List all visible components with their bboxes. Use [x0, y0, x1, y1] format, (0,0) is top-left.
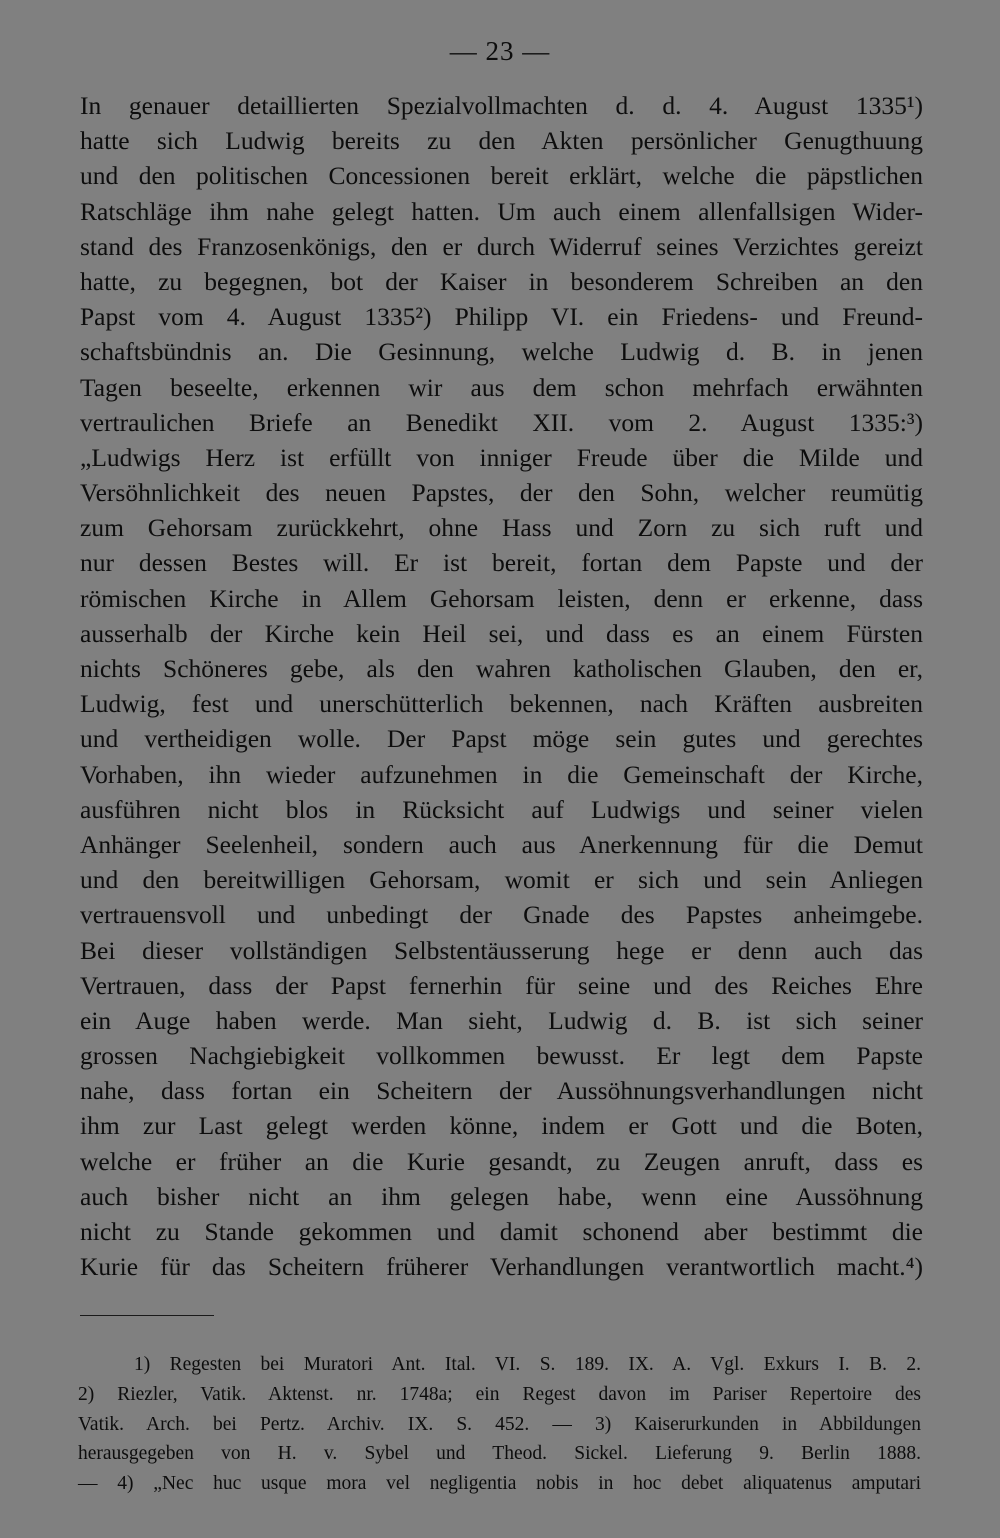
text-line: schaftsbündnis an. Die Gesinnung, welche Ludwig d. B. in jenen: [80, 337, 923, 367]
text-line: Anhänger Seelenheil, sondern auch aus Anerkennung für die Demut: [80, 829, 923, 859]
text-line: nahe, dass fortan ein Scheitern der Aussöhnungsverhandlungen nicht: [80, 1076, 923, 1106]
text-line: Tagen beseelte, erkennen wir aus dem schon mehrfach erwähnten: [80, 372, 923, 402]
text-line: ein Auge haben werde. Man sieht, Ludwig d. B. ist sich seiner: [80, 1005, 923, 1035]
text-line: nichts Schöneres gebe, als den wahren katholischen Glauben, den er,: [80, 654, 923, 683]
text-line: In genauer detaillierten Spezialvollmachten d. d. 4. August 1335¹): [80, 91, 923, 120]
footnotes: [78, 1350, 921, 1499]
text-line: römischen Kirche in Allem Gehorsam leisten, denn er erkenne, dass: [80, 583, 923, 613]
footnote-line: Vatik. Arch. bei Pertz. Archiv. IX. S. 452. — 3) Kaiserurkunden in Abbildungen: [78, 1413, 921, 1435]
footnote-line: — 4) „Nec huc usque mora vel negligentia nobis in hoc debet aliquatenus amputari: [78, 1473, 921, 1495]
text-line: und den bereitwilligen Gehorsam, womit er sich und sein Anliegen: [80, 865, 923, 895]
text-line: und vertheidigen wolle. Der Papst möge sein gutes und gerechtes: [80, 724, 923, 754]
text-line: Vorhaben, ihn wieder aufzunehmen in die Gemeinschaft der Kirche,: [80, 759, 923, 789]
text-line: und den politischen Concessionen bereit erklärt, welche die päpstlichen: [80, 161, 923, 191]
text-line: nicht zu Stande gekommen und damit schonend aber bestimmt die: [80, 1217, 923, 1246]
text-line: grossen Nachgiebigkeit vollkommen bewusst. Er legt dem Papste: [80, 1041, 923, 1071]
text-line: welche er früher an die Kurie gesandt, zu Zeugen anruft, dass es: [80, 1146, 923, 1176]
footnote-line: herausgegeben von H. v. Sybel und Theod. Sickel. Lieferung 9. Berlin 1888.: [78, 1443, 921, 1465]
text-line: zum Gehorsam zurückkehrt, ohne Hass und Zorn zu sich ruft und: [80, 513, 923, 543]
text-line: ausserhalb der Kirche kein Heil sei, und dass es an einem Fürsten: [80, 618, 923, 648]
text-line: vertraulichen Briefe an Benedikt XII. vom 2. August 1335:³): [80, 407, 923, 437]
footnote-separator: [80, 1315, 214, 1316]
text-line: Kurie für das Scheitern früherer Verhandlungen verantwortlich macht.⁴): [80, 1252, 923, 1282]
text-line: Versöhnlichkeit des neuen Papstes, der den Sohn, welcher reumütig: [80, 478, 923, 508]
text-line: nur dessen Bestes will. Er ist bereit, fortan dem Papste und der: [80, 548, 923, 578]
text-line: stand des Franzosenkönigs, den er durch Widerruf seines Verzichtes gereizt: [80, 231, 923, 261]
page-number: — 23 —: [449, 36, 551, 66]
text-line: hatte sich Ludwig bereits zu den Akten persönlicher Genugthuung: [80, 126, 923, 156]
text-line: „Ludwigs Herz ist erfüllt von inniger Freude über die Milde und: [80, 442, 923, 472]
main-text: [80, 88, 923, 1284]
text-line: ihm zur Last gelegt werden könne, indem er Gott und die Boten,: [80, 1111, 923, 1141]
text-line: Vertrauen, dass der Papst fernerhin für seine und des Reiches Ehre: [80, 970, 923, 1000]
text-line: Ludwig, fest und unerschütterlich bekennen, nach Kräften ausbreiten: [80, 689, 923, 719]
text-line: hatte, zu begegnen, bot der Kaiser in besonderem Schreiben an den: [80, 266, 923, 296]
text-line: Bei dieser vollständigen Selbstentäusserung hege er denn auch das: [80, 935, 923, 965]
text-line: auch bisher nicht an ihm gelegen habe, wenn eine Aussöhnung: [80, 1181, 923, 1211]
text-line: Ratschläge ihm nahe gelegt hatten. Um auch einem allenfallsigen Wider-: [80, 196, 923, 226]
text-line: vertrauensvoll und unbedingt der Gnade des Papstes anheimgebe.: [80, 900, 923, 930]
footnote-line: 1) Regesten bei Muratori Ant. Ital. VI. S. 189. IX. A. Vgl. Exkurs I. B. 2.: [134, 1354, 921, 1375]
footnote-line: 2) Riezler, Vatik. Aktenst. nr. 1748a; ein Regest davon im Pariser Repertoire des: [78, 1383, 921, 1405]
text-line: Papst vom 4. August 1335²) Philipp VI. ein Friedens- und Freund-: [80, 302, 923, 332]
text-line: ausführen nicht blos in Rücksicht auf Ludwigs und seiner vielen: [80, 794, 923, 824]
